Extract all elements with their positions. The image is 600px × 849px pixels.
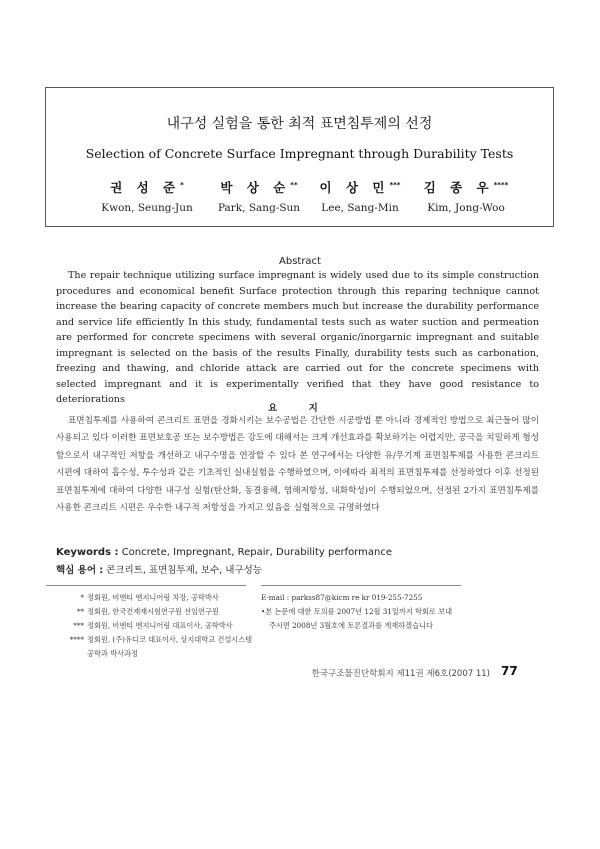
footnote-divider-left (46, 585, 246, 586)
author-affiliations (46, 591, 256, 661)
author-name-ko: 권 성 준 (110, 180, 181, 195)
author-name-en: Kim, Jong-Woo (427, 202, 505, 214)
author-name-en: Kwon, Seung-Jun (101, 202, 193, 214)
author-name-ko: 김 종 우 (423, 180, 494, 195)
affiliation-row (46, 619, 256, 633)
affiliation-text: 정회원, 비엔티 엔지니어링 대표이사, 공학박사 (87, 621, 233, 630)
affiliation-row (46, 605, 256, 619)
affiliation-mark: ** (76, 607, 84, 616)
author-mark: ** (290, 180, 298, 189)
affiliation-mark: * (80, 593, 84, 602)
author-name-ko: 박 상 순 (220, 180, 291, 195)
affiliation-row (46, 633, 256, 647)
abstract-heading: Abstract (279, 256, 321, 267)
korean-abstract-heading: 요 지 (268, 403, 332, 414)
abstract-text: The repair technique utilizing surface impregnant is widely used due to its simple construction procedures and economical benefit Surface protection through this reparing technique cannot increase the bearing capacity of concrete members much but increase the durability performance and service life efficiently In this study, fundamental tests such as water suction and permeation are performed for concrete specimens with several organic/inorgarnic impregnant and suitable impregnant is selected on the basis of the results Finally, durability tests such as carbonation, freezing and thawing, and chloride attack are carried out for the concrete specimens with selected impregnant and it is experimentally verified that they have good resistance to deteriorations (56, 270, 539, 405)
author-mark: **** (493, 180, 509, 189)
affiliation-row (46, 647, 256, 661)
keywords-korean (56, 562, 262, 576)
author-1 (82, 178, 212, 214)
affiliation-text: 공학과 박사과정 (87, 649, 138, 658)
affiliation-text: 정회원, 비엔티 엔지니어링 차장, 공학박사 (87, 593, 219, 602)
title-korean: 내구성 실험을 통한 최적 표면침투제의 선정 (166, 116, 433, 132)
affiliation-mark (46, 647, 87, 661)
author-name-ko: 이 상 민 (319, 180, 390, 195)
contact-and-notice (261, 591, 551, 633)
author-mark: *** (389, 180, 401, 189)
keywords-label: Keywords : (56, 547, 119, 558)
affiliation-text: 정회원, 한국건재재시험연구원 선임연구원 (87, 607, 219, 616)
author-name-en: Lee, Sang-Min (321, 202, 399, 214)
affiliation-text: 정회원, (주)유디코 대표이사, 상지대학교 건설시스템 (87, 635, 253, 644)
discussion-notice-line2: 주시면 2008년 3월호에 토론결과를 게재하겠습니다 (269, 621, 433, 630)
keywords (56, 547, 392, 558)
korean-abstract-text: 표면침투제를 사용하여 콘크리트 표면을 경화시키는 보수공법은 간단한 시공방법 뿐 아니라 경제적인 방법으로 최근들어 많이 사용되고 있다 이러한 표면보호공 또는 보수방법은 강도에 대해서는 크게 개선효과를 확보하기는 어렵지만, 공극을 치밀하게 형성함으로서 내구적인 저항을 개선하고 내구수명을 연장할 수 있다 본 연구에서는 다양한 유/무기계 표면침투제를 사용한 콘크리트 시편에 대하여 흡수성, 투수성과 같은 기초적인 실내실험을 수행하였으며, 이에따라 최적의 표면침투제를 선정하였다 이후 선정된 표면침투제에 대하여 다양한 내구성 실험(탄산화, 동결융해, 염해저항성, 내화학성)이 수행되었으며, 선정된 2가지 표면침투제를 사용한 콘크리트 시편은 우수한 내구적 저항성을 가지고 있음을 실험적으로 규명하였다 (56, 416, 539, 514)
author-mark: * (180, 180, 184, 189)
keywords-ko-label: 핵심 용어 : (56, 565, 104, 576)
contact-email: E-mail : parkss87@kicm re kr 019-255-7255 (261, 593, 423, 602)
affiliation-mark: **** (69, 635, 84, 644)
author-name-en: Park, Sang-Sun (217, 202, 301, 214)
title-english: Selection of Concrete Surface Impregnant through Durability Tests (85, 146, 514, 161)
keywords-value: Concrete, Impregnant, Repair, Durability performance (121, 547, 393, 558)
title-box (45, 87, 554, 227)
page-number: 77 (501, 664, 518, 678)
affiliation-row (46, 591, 256, 605)
affiliation-mark: *** (73, 621, 84, 630)
journal-citation: 한국구조물진단학회지 제11권 제6호(2007 11) (311, 669, 490, 679)
discussion-notice-line1: •본 논문에 대한 토의를 2007년 12월 31일까지 학회로 보내 (261, 607, 453, 616)
author-list (46, 178, 553, 218)
footnote-divider-right (261, 585, 461, 586)
keywords-ko-value: 콘크리트, 표면침투제, 보수, 내구성능 (106, 565, 262, 576)
author-4 (401, 178, 531, 214)
